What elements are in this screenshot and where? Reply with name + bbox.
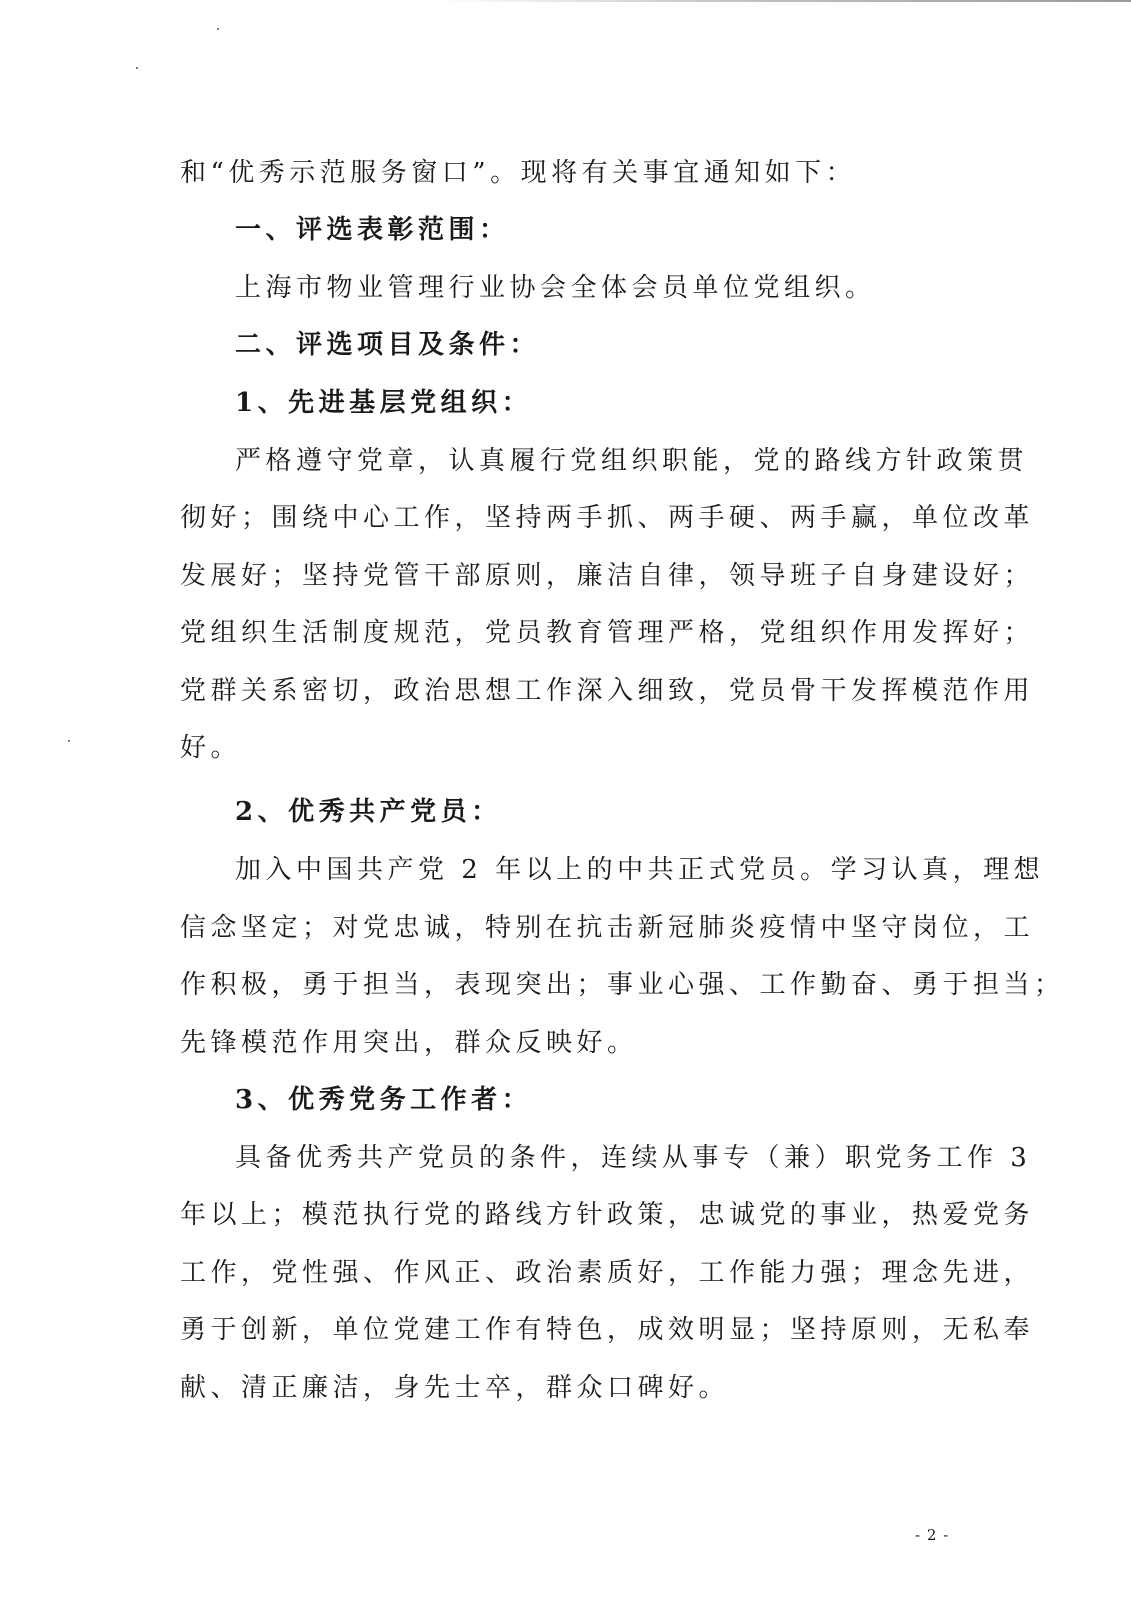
scan-edge-line — [440, 0, 1131, 2]
paragraph-continuation: 和“优秀示范服务窗口”。现将有关事宜通知如下： — [180, 158, 857, 188]
scan-speck — [217, 28, 219, 30]
criteria-text-line: 发展好；坚持党管干部原则，廉洁自律，领导班子自身建设好； — [180, 561, 1035, 591]
scan-speck — [68, 740, 70, 742]
worker-criteria-line: 具备优秀共产党员的条件，连续从事专（兼）职党务工作 3 — [235, 1143, 1032, 1173]
worker-criteria-line: 勇于创新，单位党建工作有特色，成效明显；坚持原则，无私奉 — [180, 1315, 1035, 1345]
criteria-text-line: 严格遵守党章，认真履行党组织职能，党的路线方针政策贯 — [235, 446, 1029, 476]
member-criteria-line: 信念坚定；对党忠诚，特别在抗击新冠肺炎疫情中坚守岗位，工 — [180, 913, 1035, 943]
scope-text: 上海市物业管理行业协会全体会员单位党组织。 — [235, 273, 876, 303]
worker-criteria-line: 年以上；模范执行党的路线方针政策，忠诚党的事业，热爱党务 — [180, 1200, 1035, 1230]
subheading-party-worker: 3、优秀党务工作者： — [235, 1085, 533, 1115]
criteria-text-line: 党组织生活制度规范，党员教育管理严格，党组织作用发挥好； — [180, 618, 1035, 648]
member-criteria-line: 加入中国共产党 2 年以上的中共正式党员。学习认真，理想 — [235, 855, 1045, 885]
subheading-party-organization: 1、先进基层党组织： — [235, 388, 533, 418]
scan-speck — [136, 67, 138, 69]
section-heading-criteria: 二、评选项目及条件： — [235, 330, 541, 360]
member-criteria-line: 作积极，勇于担当，表现突出；事业心强、工作勤奋、勇于担当； — [180, 970, 1065, 1000]
worker-criteria-line: 献、清正廉洁，身先士卒，群众口碑好。 — [180, 1373, 730, 1403]
worker-criteria-line: 工作，党性强、作风正、政治素质好，工作能力强；理念先进， — [180, 1258, 1035, 1288]
member-criteria-line: 先锋模范作用突出，群众反映好。 — [180, 1028, 638, 1058]
section-heading-scope: 一、评选表彰范围： — [235, 215, 510, 245]
criteria-text-line: 好。 — [180, 733, 242, 763]
subheading-party-member: 2、优秀共产党员： — [235, 797, 502, 827]
criteria-text-line: 彻好；围绕中心工作，坚持两手抓、两手硬、两手赢，单位改革 — [180, 503, 1035, 533]
page-number: - 2 - — [915, 1526, 950, 1544]
criteria-text-line: 党群关系密切，政治思想工作深入细致，党员骨干发挥模范作用 — [180, 676, 1035, 706]
